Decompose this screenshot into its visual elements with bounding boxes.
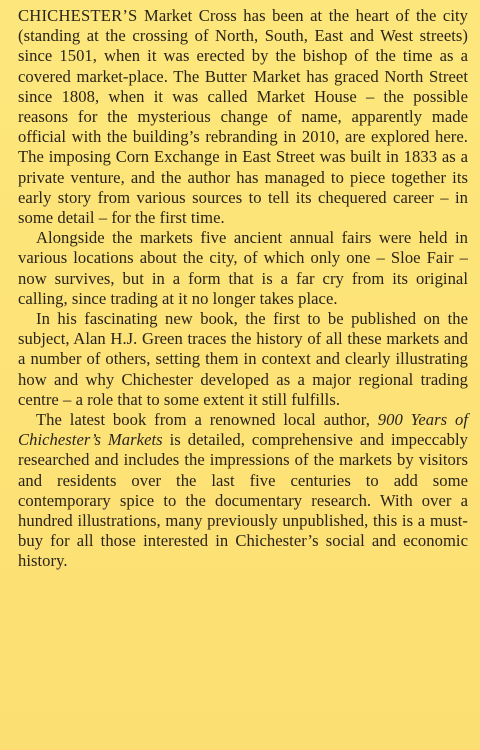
- paragraph-text-before-title: The latest book from a renowned local author,: [36, 410, 378, 430]
- paragraph-market-cross: [18, 6, 468, 228]
- paragraph-text: Market Cross has been at the heart of the city (standing at the crossing of North, South, East and West streets) since 1501, when it was erected by the bishop of the time as a covered market-place. The Butter Market has graced North Street since 1808, when it was called Market House – the possible reasons for the mysterious change of name, apparently made official with the building’s rebranding in 2010, are explored here. The imposing Corn Exchange in East Street was built in 1833 as a private venture, and the author has managed to piece together its early story from various sources to tell its chequered career – in some detail – for the first time.: [18, 6, 468, 228]
- paragraph-latest-book: [18, 410, 468, 572]
- paragraph-author: [18, 309, 468, 410]
- blurb-text: [18, 6, 468, 572]
- paragraph-fairs: [18, 228, 468, 309]
- lead-word: CHICHESTER’S: [18, 6, 138, 25]
- paragraph-text: In his fascinating new book, the first to be published on the subject, Alan H.J. Green traces the history of all these markets and a number of others, setting them in context and clearly illustrating how and why Chichester developed as a major regional trading centre – a role that to some extent it still fulfills.: [18, 309, 468, 409]
- book-title: 900 Years of Chichester’s Markets: [18, 410, 468, 450]
- paragraph-text: Alongside the markets five ancient annual fairs were held in various locations about the city, of which only one – Sloe Fair – now survives, but in a form that is a far cry from its original calling, since trading at it no longer takes place.: [18, 228, 468, 308]
- paragraph-text-after-title: is detailed, comprehensive and impeccably researched and includes the impressions of the markets by visitors and residents over the last five centuries to add some contemporary spice to the documentary research. With over a hundred illustrations, many previously unpublished, this is a must-buy for all those interested in Chichester’s social and economic history.: [18, 430, 468, 571]
